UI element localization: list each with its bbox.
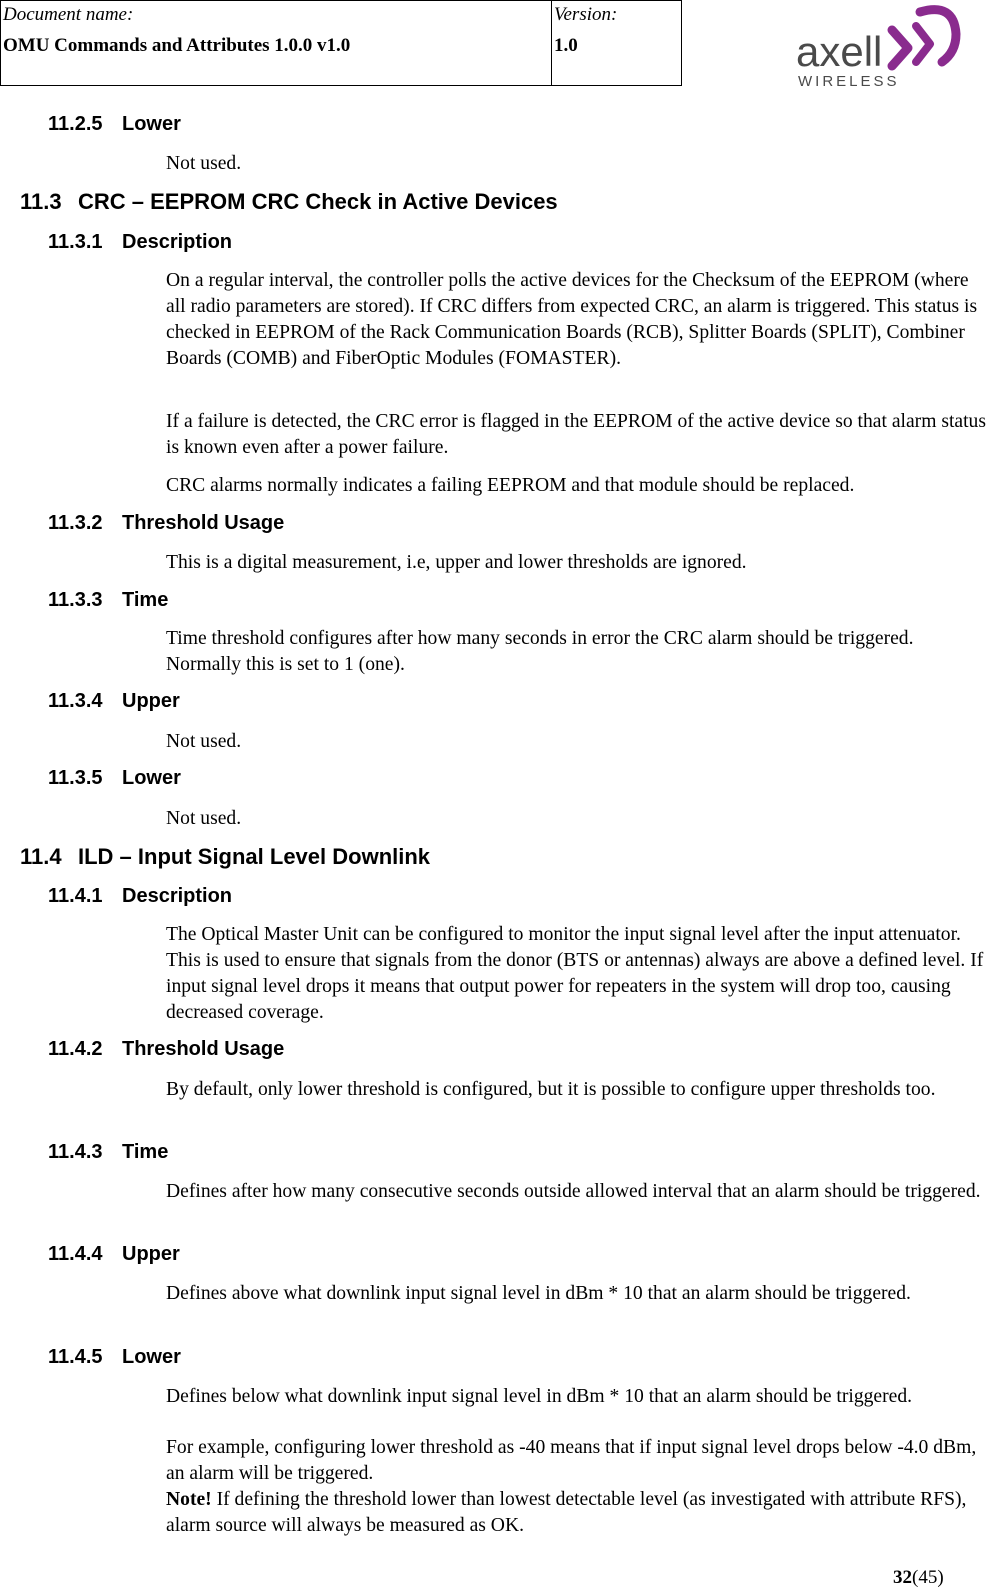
paragraph: Not used. (166, 808, 242, 829)
paragraph: The Optical Master Unit can be configured to monitor the input signal level after the input attenuator. This is used to ensure that signals from the donor (BTS or antennas) always are above a defined level. If input signal level drops it means that output power for repeaters in the system will drop too, causing decreased coverage. (166, 924, 984, 1023)
heading-11-4-3 (48, 1141, 168, 1164)
note-label: Note! (166, 1489, 212, 1510)
heading-11-4 (20, 844, 430, 870)
paragraph: Not used. (166, 731, 242, 752)
heading-number: 11.3.3 (48, 589, 103, 611)
heading-title: ILD – Input Signal Level Downlink (78, 844, 431, 869)
heading-title: Lower (122, 113, 181, 135)
paragraph: On a regular interval, the controller polls the active devices for the Checksum of the EEPROM (where all radio parameters are stored). If CRC differs from expected CRC, an alarm is triggered. This status is checked in EEPROM of the Rack Communication Boards (RCB), Splitter Boards (SPLIT), Combiner Boards (COMB) and FiberOptic Modules (FOMASTER). (166, 270, 978, 369)
heading-number: 11.3.1 (48, 231, 103, 253)
heading-number: 11.4.5 (48, 1346, 103, 1368)
heading-title: Lower (122, 1346, 181, 1368)
heading-number: 11.3.4 (48, 690, 103, 712)
paragraph: This is a digital measurement, i.e, upper and lower thresholds are ignored. (166, 552, 747, 573)
heading-number: 11.4.4 (48, 1243, 103, 1265)
note-paragraph (166, 1487, 986, 1539)
doc-name-value: OMU Commands and Attributes 1.0.0 v1.0 (3, 35, 351, 56)
heading-11-3-4 (48, 690, 180, 713)
paragraph: Time threshold configures after how many seconds in error the CRC alarm should be triggered. Normally this is set to 1 (one). (166, 628, 914, 675)
heading-title: Description (122, 885, 233, 907)
heading-11-4-2 (48, 1038, 284, 1061)
logo-chevron2-icon (916, 26, 930, 62)
logo-chevron-icon (892, 30, 908, 66)
paragraph: Defines below what downlink input signal level in dBm * 10 that an alarm should be triggered. (166, 1386, 913, 1407)
doc-name-cell (1, 1, 552, 85)
paragraph: If a failure is detected, the CRC error is flagged in the EEPROM of the active device so that alarm status is known even after a power failure. (166, 411, 986, 458)
heading-11-3-2 (48, 512, 284, 535)
paragraph: By default, only lower threshold is configured, but it is possible to configure upper thresholds too. (166, 1079, 936, 1100)
doc-name-label: Document name: (3, 4, 134, 25)
heading-11-3-3 (48, 589, 168, 612)
heading-number: 11.4 (20, 844, 62, 869)
heading-number: 11.4.3 (48, 1141, 103, 1163)
version-label: Version: (554, 4, 618, 25)
paragraph: For example, configuring lower threshold as -40 means that if input signal level drops below -4.0 dBm, an alarm will be triggered. (166, 1437, 977, 1484)
axell-wireless-logo (796, 0, 976, 92)
heading-11-3-5 (48, 767, 181, 790)
logo-subtext: WIRELESS (798, 73, 900, 90)
heading-title: Lower (122, 767, 181, 789)
heading-11-4-4 (48, 1243, 180, 1266)
paragraph: CRC alarms normally indicates a failing EEPROM and that module should be replaced. (166, 475, 855, 496)
current-page: 32 (893, 1567, 912, 1588)
heading-title: Description (122, 231, 233, 253)
heading-number: 11.3.2 (48, 512, 103, 534)
logo-wordmark: axell (796, 28, 883, 75)
paragraph: Not used. (166, 153, 242, 174)
heading-11-3-1 (48, 231, 232, 254)
heading-11-3 (20, 189, 558, 215)
heading-title: Time (122, 589, 169, 611)
heading-11-4-1 (48, 885, 232, 908)
heading-title: Time (122, 1141, 169, 1163)
version-value: 1.0 (554, 35, 578, 56)
heading-number: 11.3 (20, 189, 62, 214)
note-text: If defining the threshold lower than lowest detectable level (as investigated with attribute RFS), alarm source will always be measured as OK. (166, 1489, 967, 1536)
heading-number: 11.4.2 (48, 1038, 103, 1060)
heading-title: Upper (122, 690, 180, 712)
page-number (893, 1567, 944, 1589)
document-header-table (0, 0, 682, 86)
paragraph: Defines above what downlink input signal level in dBm * 10 that an alarm should be triggered. (166, 1283, 911, 1304)
heading-number: 11.4.1 (48, 885, 103, 907)
heading-number: 11.3.5 (48, 767, 103, 789)
heading-title: Threshold Usage (122, 1038, 285, 1060)
version-cell (552, 1, 683, 85)
heading-title: Threshold Usage (122, 512, 285, 534)
heading-title: CRC – EEPROM CRC Check in Active Devices (78, 189, 558, 214)
heading-11-4-5 (48, 1346, 181, 1369)
heading-11-2-5 (48, 113, 181, 136)
heading-number: 11.2.5 (48, 113, 103, 135)
heading-title: Upper (122, 1243, 180, 1265)
paragraph: Defines after how many consecutive seconds outside allowed interval that an alarm should be triggered. (166, 1181, 981, 1202)
total-pages: (45) (912, 1567, 944, 1588)
